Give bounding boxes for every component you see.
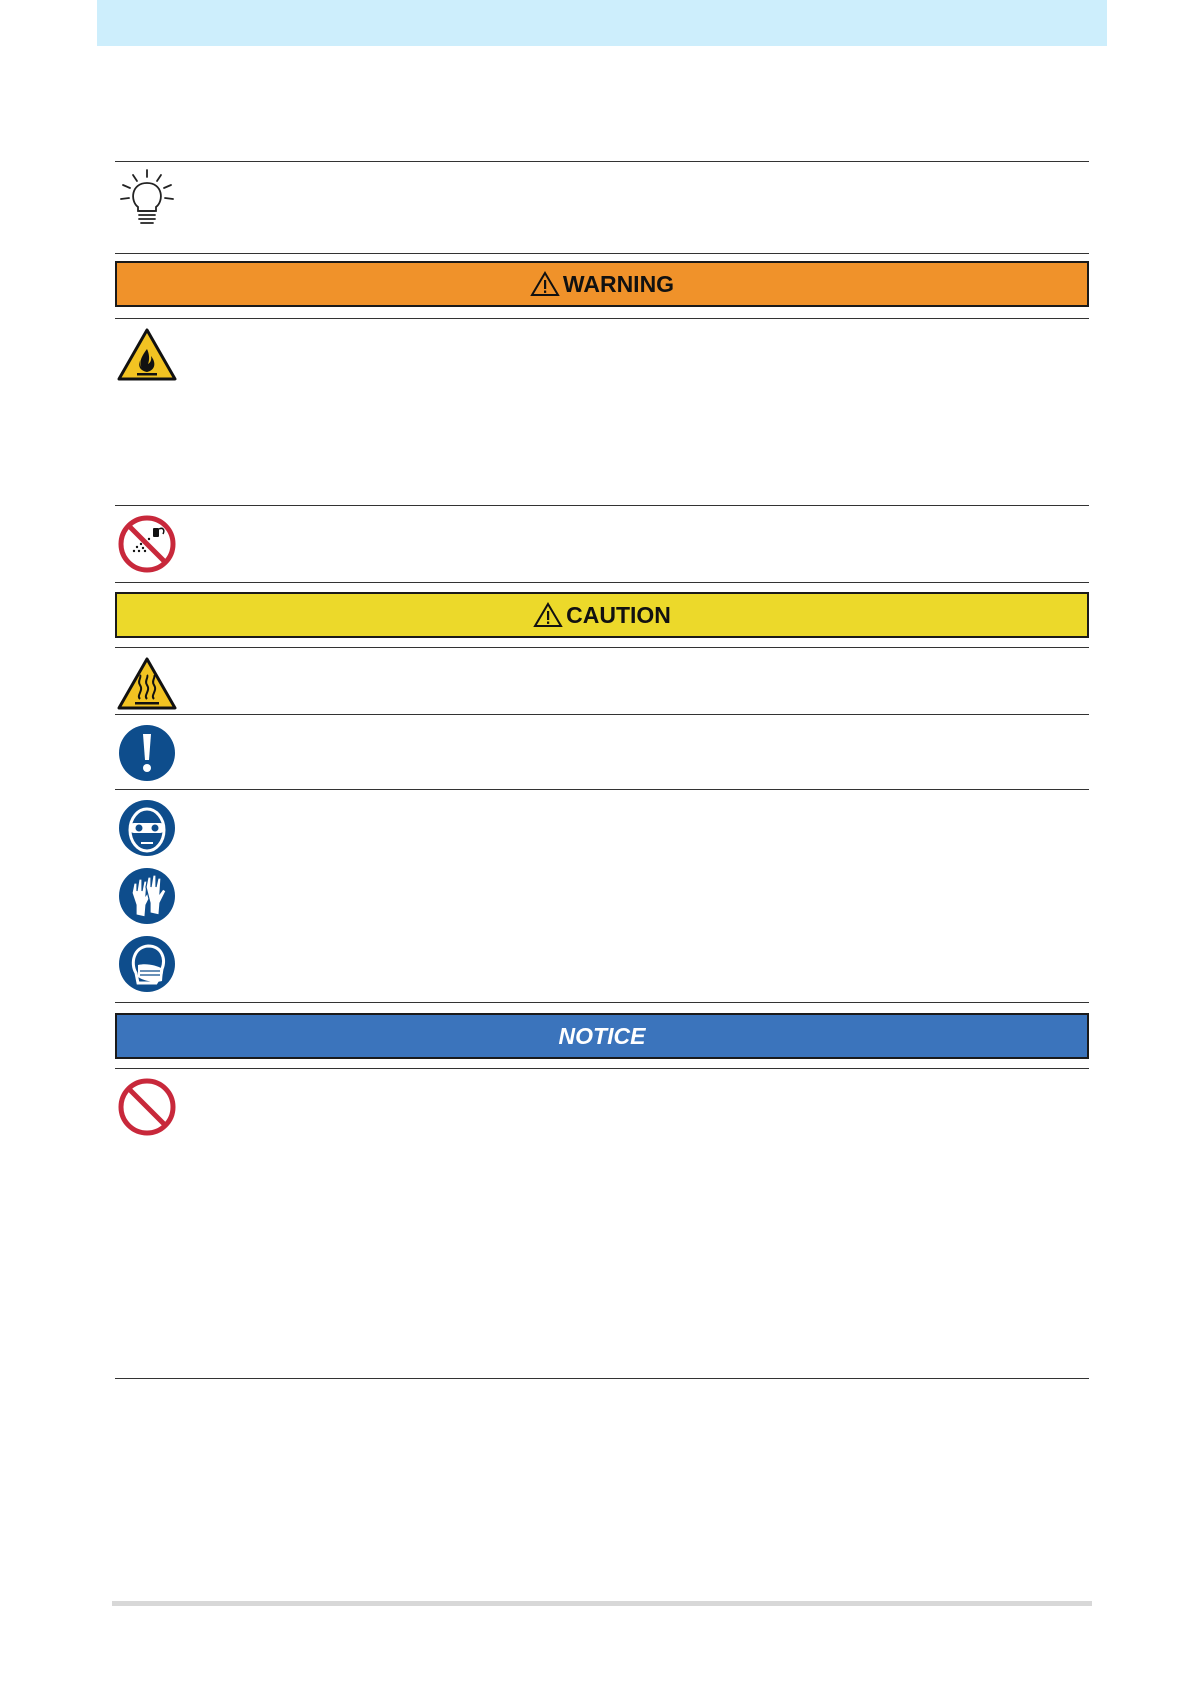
warning-banner xyxy=(115,261,1089,307)
hot-surface-icon xyxy=(116,655,178,717)
footer-bar xyxy=(112,1601,1092,1606)
divider xyxy=(115,714,1089,715)
notice-banner xyxy=(115,1013,1089,1059)
divider xyxy=(115,1002,1089,1003)
mandatory-action-icon xyxy=(116,722,178,784)
warning-label: WARNING xyxy=(562,270,675,297)
caution-banner xyxy=(115,592,1089,638)
divider xyxy=(115,318,1089,319)
wear-gloves-icon xyxy=(116,865,178,927)
notice-label: NOTICE xyxy=(558,1022,646,1049)
divider xyxy=(115,1068,1089,1069)
caution-label: CAUTION xyxy=(566,601,671,628)
flammable-warning-icon xyxy=(116,326,178,388)
divider xyxy=(115,505,1089,506)
header-band xyxy=(97,0,1107,46)
divider xyxy=(115,647,1089,648)
warning-triangle-icon xyxy=(530,271,560,297)
divider xyxy=(115,253,1089,254)
wear-goggles-icon xyxy=(116,797,178,859)
divider xyxy=(115,161,1089,162)
light-bulb-icon xyxy=(116,167,178,229)
warning-triangle-icon xyxy=(533,602,563,628)
divider xyxy=(115,789,1089,790)
prohibited-icon xyxy=(116,1076,178,1138)
no-spray-icon xyxy=(116,513,178,575)
divider xyxy=(115,582,1089,583)
wear-mask-icon xyxy=(116,933,178,995)
divider xyxy=(115,1378,1089,1379)
